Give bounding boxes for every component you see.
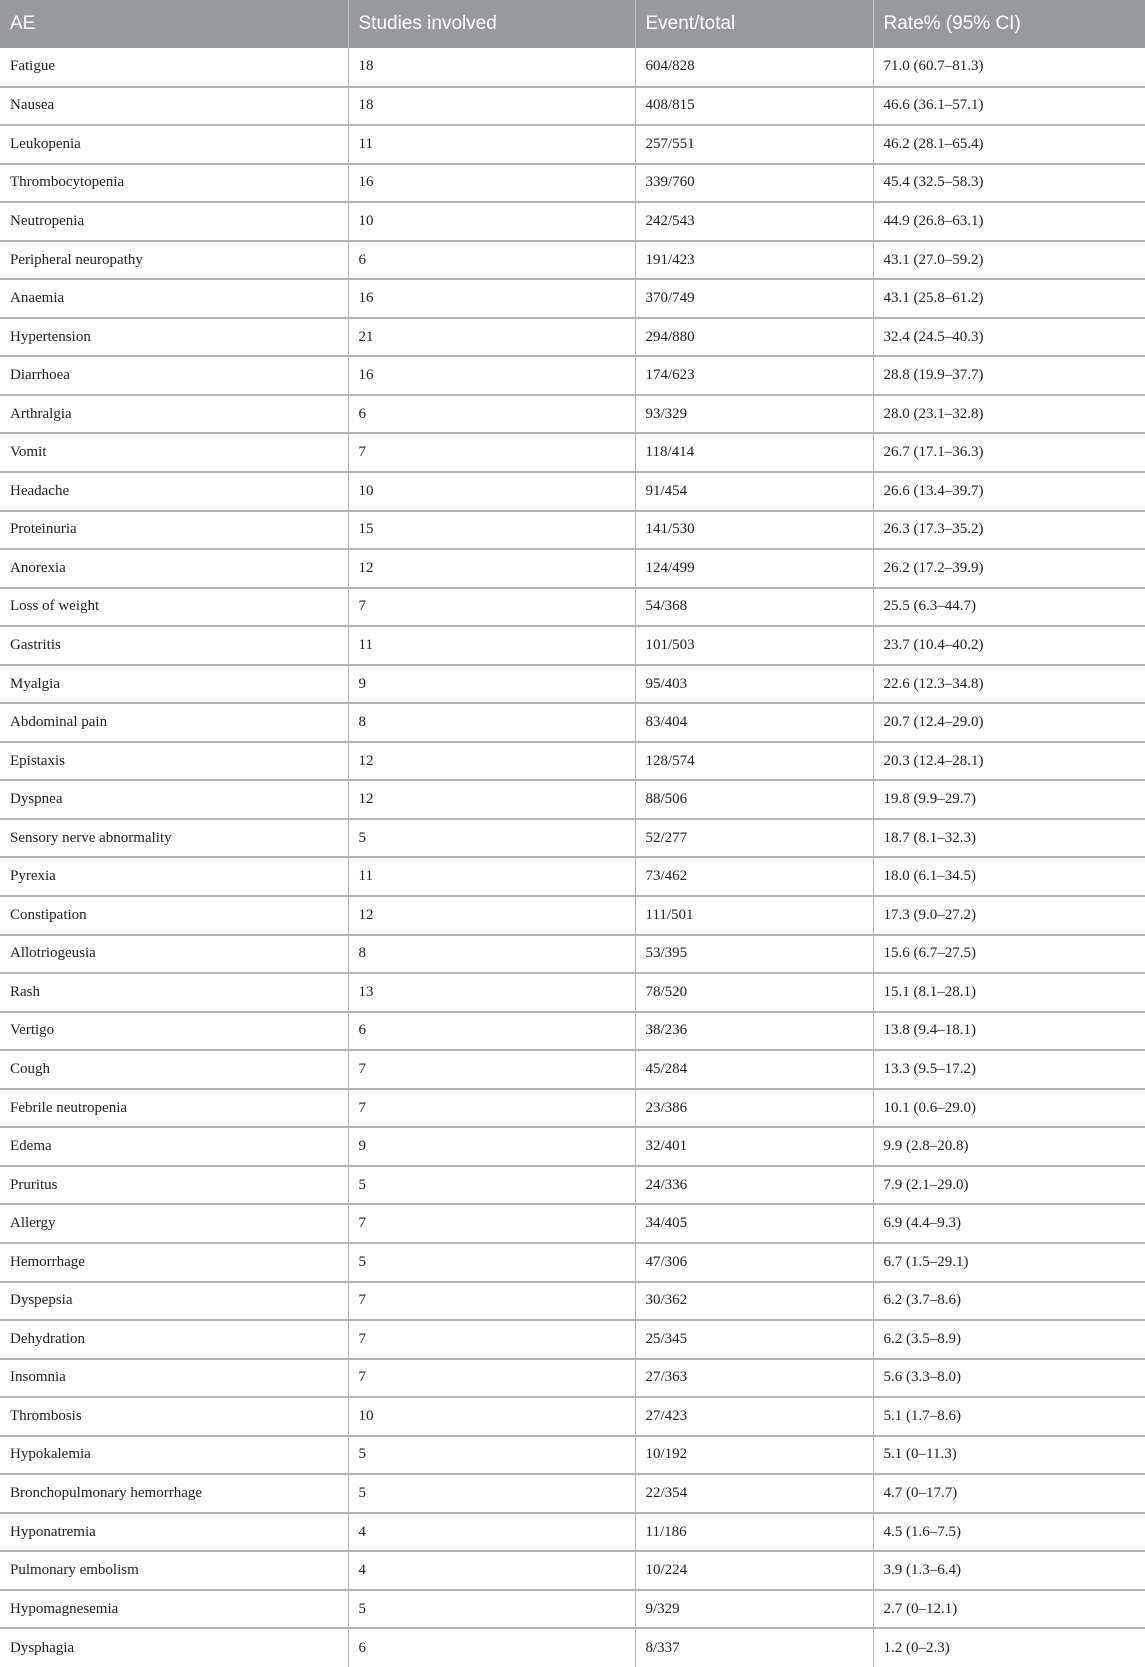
cell-studies-involved: 8 <box>348 935 635 974</box>
cell-studies-involved: 12 <box>348 742 635 781</box>
cell-ae: Proteinuria <box>0 511 348 550</box>
cell-event-total: 8/337 <box>635 1628 873 1667</box>
cell-ae: Fatigue <box>10 58 55 75</box>
table-row <box>0 1513 1145 1552</box>
cell-ae: Hypertension <box>0 318 348 357</box>
table-row <box>0 1320 1145 1359</box>
cell-rate: 2.7 (0–12.1) <box>873 1590 1145 1629</box>
cell-rate: 44.9 (26.8–63.1) <box>873 202 1145 241</box>
cell-ae: Hyponatremia <box>0 1513 348 1552</box>
cell-event-total: 101/503 <box>635 626 873 665</box>
cell-rate: 5.6 (3.3–8.0) <box>873 1359 1145 1398</box>
table-row <box>0 626 1145 665</box>
cell-ae: Dyspnea <box>0 780 348 819</box>
cell-event-total: 32/401 <box>635 1127 873 1166</box>
cell-ae: Headache <box>0 472 348 511</box>
cell-ae: Dehydration <box>0 1320 348 1359</box>
cell-studies-involved: 21 <box>348 318 635 357</box>
cell-ae: Nausea <box>0 87 348 126</box>
cell-event-total: 111/501 <box>635 896 873 935</box>
cell-studies-involved: 5 <box>348 1590 635 1629</box>
cell-ae: Hypokalemia <box>0 1436 348 1475</box>
cell-studies-involved: 12 <box>348 549 635 588</box>
cell-event-total: 91/454 <box>635 472 873 511</box>
cell-rate: 46.2 (28.1–65.4) <box>873 125 1145 164</box>
cell-event-total: 10/192 <box>635 1436 873 1475</box>
cell-event-total: 118/414 <box>635 433 873 472</box>
cell-ae: Allergy <box>0 1204 348 1243</box>
table-row <box>0 1551 1145 1590</box>
cell-rate: 26.3 (17.3–35.2) <box>873 511 1145 550</box>
table-row <box>0 1012 1145 1051</box>
table-row <box>0 973 1145 1012</box>
cell-studies-involved: 5 <box>348 1474 635 1513</box>
cell-ae: Leukopenia <box>0 125 348 164</box>
cell-ae: Vomit <box>0 433 348 472</box>
table-row <box>0 472 1145 511</box>
table-row <box>0 896 1145 935</box>
table-row <box>0 1127 1145 1166</box>
cell-ae: Rash <box>0 973 348 1012</box>
cell-event-total: 408/815 <box>635 87 873 126</box>
cell-event-total: 52/277 <box>635 819 873 858</box>
cell-studies-involved: 15 <box>348 511 635 550</box>
cell-event-total: 11/186 <box>635 1513 873 1552</box>
cell-studies-involved: 18 <box>348 87 635 126</box>
table-row <box>0 433 1145 472</box>
table-body <box>0 48 1145 1667</box>
cell-ae: Hypomagnesemia <box>0 1590 348 1629</box>
cell-event-total: 34/405 <box>635 1204 873 1243</box>
table-row <box>0 356 1145 395</box>
cell-event-total: 45/284 <box>635 1050 873 1089</box>
cell-rate: 25.5 (6.3–44.7) <box>873 588 1145 627</box>
cell-ae: Myalgia <box>0 665 348 704</box>
table-row <box>0 742 1145 781</box>
cell-event-total: 73/462 <box>635 857 873 896</box>
cell-rate: 22.6 (12.3–34.8) <box>873 665 1145 704</box>
table-row <box>0 279 1145 318</box>
cell-studies-involved: 13 <box>348 973 635 1012</box>
cell-event-total: 83/404 <box>635 703 873 742</box>
cell-rate: 6.2 (3.7–8.6) <box>873 1282 1145 1321</box>
cell-event-total: 174/623 <box>635 356 873 395</box>
cell-studies-involved: 4 <box>348 1513 635 1552</box>
cell-rate: 19.8 (9.9–29.7) <box>873 780 1145 819</box>
cell-ae: Pulmonary embolism <box>0 1551 348 1590</box>
cell-rate: 26.7 (17.1–36.3) <box>873 433 1145 472</box>
table-row <box>0 857 1145 896</box>
cell-studies-involved: 10 <box>348 472 635 511</box>
header-event-total: Event/total <box>635 0 873 48</box>
cell-ae: Edema <box>0 1127 348 1166</box>
cell-rate: 13.3 (9.5–17.2) <box>873 1050 1145 1089</box>
cell-studies-involved: 18 <box>348 48 635 87</box>
cell-event-total: 38/236 <box>635 1012 873 1051</box>
cell-studies-involved: 10 <box>348 202 635 241</box>
cell-rate: 28.0 (23.1–32.8) <box>873 395 1145 434</box>
cell-rate: 7.9 (2.1–29.0) <box>873 1166 1145 1205</box>
header-studies-involved: Studies involved <box>348 0 635 48</box>
table-row <box>0 511 1145 550</box>
cell-studies-involved: 7 <box>348 588 635 627</box>
cell-rate: 6.7 (1.5–29.1) <box>873 1243 1145 1282</box>
cell-rate: 43.1 (25.8–61.2) <box>873 279 1145 318</box>
cell-studies-involved: 8 <box>348 703 635 742</box>
cell-rate: 71.0 (60.7–81.3) <box>873 48 1145 87</box>
cell-studies-involved: 16 <box>348 356 635 395</box>
cell-ae: Peripheral neuropathy <box>0 241 348 280</box>
cell-rate: 9.9 (2.8–20.8) <box>873 1127 1145 1166</box>
cell-event-total: 53/395 <box>635 935 873 974</box>
cell-rate: 17.3 (9.0–27.2) <box>873 896 1145 935</box>
table-row <box>0 1050 1145 1089</box>
cell-ae: Dyspepsia <box>0 1282 348 1321</box>
cell-studies-involved: 16 <box>348 279 635 318</box>
cell-rate: 26.6 (13.4–39.7) <box>873 472 1145 511</box>
table-row <box>0 318 1145 357</box>
cell-event-total: 22/354 <box>635 1474 873 1513</box>
table-row <box>0 125 1145 164</box>
cell-event-total: 128/574 <box>635 742 873 781</box>
cell-studies-involved: 7 <box>348 1282 635 1321</box>
table-row <box>0 703 1145 742</box>
table-row <box>0 549 1145 588</box>
cell-studies-involved: 6 <box>348 241 635 280</box>
cell-rate: 15.1 (8.1–28.1) <box>873 973 1145 1012</box>
header-row <box>0 0 1145 48</box>
cell-studies-involved: 6 <box>348 1012 635 1051</box>
cell-studies-involved: 6 <box>348 1628 635 1667</box>
cell-rate: 45.4 (32.5–58.3) <box>873 164 1145 203</box>
cell-event-total: 95/403 <box>635 665 873 704</box>
cell-studies-involved: 9 <box>348 1127 635 1166</box>
cell-event-total: 191/423 <box>635 241 873 280</box>
cell-studies-involved: 5 <box>348 819 635 858</box>
cell-studies-involved: 11 <box>348 626 635 665</box>
cell-event-total: 93/329 <box>635 395 873 434</box>
cell-ae: Neutropenia <box>0 202 348 241</box>
cell-event-total: 30/362 <box>635 1282 873 1321</box>
cell-rate: 23.7 (10.4–40.2) <box>873 626 1145 665</box>
table-row <box>0 665 1145 704</box>
cell-rate: 18.7 (8.1–32.3) <box>873 819 1145 858</box>
table-row <box>0 1089 1145 1128</box>
cell-ae: Abdominal pain <box>0 703 348 742</box>
cell-ae: Bronchopulmonary hemorrhage <box>0 1474 348 1513</box>
cell-event-total: 294/880 <box>635 318 873 357</box>
cell-event-total: 370/749 <box>635 279 873 318</box>
cell-rate: 1.2 (0–2.3) <box>873 1628 1145 1667</box>
cell-ae: Thrombocytopenia <box>0 164 348 203</box>
cell-studies-involved: 11 <box>348 125 635 164</box>
cell-event-total: 10/224 <box>635 1551 873 1590</box>
header-ae: AE <box>10 13 36 34</box>
table-row <box>0 935 1145 974</box>
cell-studies-involved: 5 <box>348 1243 635 1282</box>
table-row <box>0 780 1145 819</box>
cell-event-total: 47/306 <box>635 1243 873 1282</box>
cell-rate: 6.2 (3.5–8.9) <box>873 1320 1145 1359</box>
cell-event-total: 24/336 <box>635 1166 873 1205</box>
cell-studies-involved: 12 <box>348 896 635 935</box>
cell-event-total: 339/760 <box>635 164 873 203</box>
cell-ae: Vertigo <box>0 1012 348 1051</box>
cell-studies-involved: 7 <box>348 1359 635 1398</box>
cell-studies-involved: 7 <box>348 1204 635 1243</box>
cell-event-total: 27/423 <box>635 1397 873 1436</box>
table-row <box>0 241 1145 280</box>
table-header <box>0 0 1145 48</box>
table-row <box>0 588 1145 627</box>
cell-rate: 3.9 (1.3–6.4) <box>873 1551 1145 1590</box>
cell-rate: 20.7 (12.4–29.0) <box>873 703 1145 742</box>
cell-event-total: 242/543 <box>635 202 873 241</box>
cell-ae: Constipation <box>0 896 348 935</box>
cell-rate: 4.7 (0–17.7) <box>873 1474 1145 1513</box>
cell-studies-involved: 5 <box>348 1166 635 1205</box>
cell-event-total: 141/530 <box>635 511 873 550</box>
cell-rate: 5.1 (1.7–8.6) <box>873 1397 1145 1436</box>
cell-event-total: 604/828 <box>635 48 873 87</box>
cell-rate: 20.3 (12.4–28.1) <box>873 742 1145 781</box>
cell-ae: Pruritus <box>0 1166 348 1205</box>
cell-ae: Hemorrhage <box>0 1243 348 1282</box>
cell-studies-involved: 7 <box>348 1050 635 1089</box>
table-row <box>0 819 1145 858</box>
cell-ae: Pyrexia <box>0 857 348 896</box>
cell-ae: Gastritis <box>0 626 348 665</box>
cell-ae: Diarrhoea <box>0 356 348 395</box>
cell-studies-involved: 11 <box>348 857 635 896</box>
cell-studies-involved: 7 <box>348 433 635 472</box>
cell-event-total: 25/345 <box>635 1320 873 1359</box>
cell-studies-involved: 16 <box>348 164 635 203</box>
cell-ae: Cough <box>0 1050 348 1089</box>
cell-ae: Sensory nerve abnormality <box>0 819 348 858</box>
table-row <box>0 164 1145 203</box>
table-row <box>0 1204 1145 1243</box>
cell-ae: Febrile neutropenia <box>0 1089 348 1128</box>
cell-studies-involved: 5 <box>348 1436 635 1475</box>
table-row <box>0 87 1145 126</box>
cell-studies-involved: 4 <box>348 1551 635 1590</box>
cell-event-total: 124/499 <box>635 549 873 588</box>
cell-event-total: 27/363 <box>635 1359 873 1398</box>
cell-ae: Thrombosis <box>0 1397 348 1436</box>
cell-rate: 32.4 (24.5–40.3) <box>873 318 1145 357</box>
cell-rate: 43.1 (27.0–59.2) <box>873 241 1145 280</box>
cell-rate: 28.8 (19.9–37.7) <box>873 356 1145 395</box>
cell-studies-involved: 12 <box>348 780 635 819</box>
table-row <box>0 395 1145 434</box>
cell-rate: 13.8 (9.4–18.1) <box>873 1012 1145 1051</box>
cell-ae: Dysphagia <box>0 1628 348 1667</box>
cell-studies-involved: 6 <box>348 395 635 434</box>
table-row <box>0 1628 1145 1667</box>
cell-event-total: 88/506 <box>635 780 873 819</box>
cell-rate: 6.9 (4.4–9.3) <box>873 1204 1145 1243</box>
header-rate: Rate% (95% CI) <box>873 0 1145 48</box>
cell-rate: 5.1 (0–11.3) <box>873 1436 1145 1475</box>
cell-rate: 26.2 (17.2–39.9) <box>873 549 1145 588</box>
table-row <box>0 1397 1145 1436</box>
cell-event-total: 54/368 <box>635 588 873 627</box>
cell-studies-involved: 7 <box>348 1089 635 1128</box>
cell-ae: Allotriogeusia <box>0 935 348 974</box>
cell-event-total: 23/386 <box>635 1089 873 1128</box>
cell-event-total: 257/551 <box>635 125 873 164</box>
cell-rate: 18.0 (6.1–34.5) <box>873 857 1145 896</box>
table-row <box>0 1282 1145 1321</box>
cell-rate: 46.6 (36.1–57.1) <box>873 87 1145 126</box>
cell-ae: Anaemia <box>0 279 348 318</box>
cell-ae: Arthralgia <box>0 395 348 434</box>
cell-studies-involved: 10 <box>348 1397 635 1436</box>
cell-rate: 10.1 (0.6–29.0) <box>873 1089 1145 1128</box>
table-row <box>0 1166 1145 1205</box>
table-row <box>0 1436 1145 1475</box>
cell-ae: Anorexia <box>0 549 348 588</box>
cell-studies-involved: 9 <box>348 665 635 704</box>
table-row <box>0 202 1145 241</box>
table-row <box>0 1590 1145 1629</box>
table-row <box>0 48 1145 87</box>
cell-studies-involved: 7 <box>348 1320 635 1359</box>
table-row <box>0 1474 1145 1513</box>
table-row <box>0 1243 1145 1282</box>
cell-event-total: 9/329 <box>635 1590 873 1629</box>
cell-rate: 4.5 (1.6–7.5) <box>873 1513 1145 1552</box>
cell-ae: Insomnia <box>0 1359 348 1398</box>
cell-event-total: 78/520 <box>635 973 873 1012</box>
cell-ae: Loss of weight <box>0 588 348 627</box>
table-row <box>0 1359 1145 1398</box>
cell-ae: Epistaxis <box>0 742 348 781</box>
cell-rate: 15.6 (6.7–27.5) <box>873 935 1145 974</box>
